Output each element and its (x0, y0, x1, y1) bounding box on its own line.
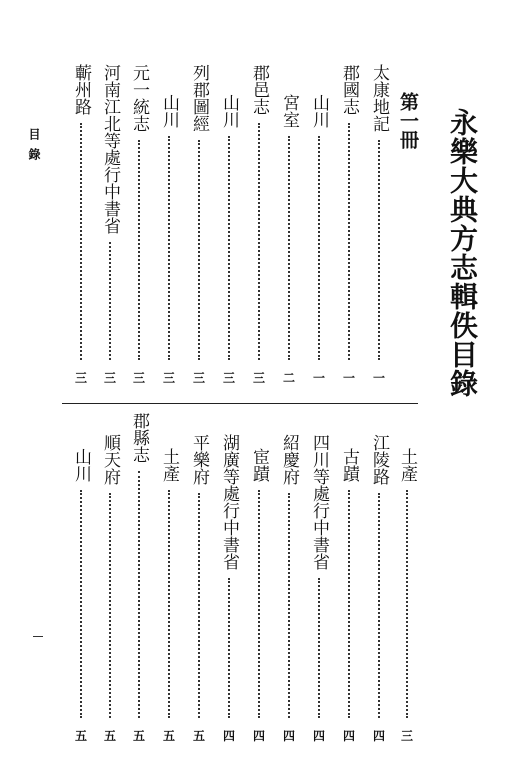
dot-leader (109, 493, 111, 718)
toc-entry: 太康地記 (369, 64, 389, 132)
dot-leader (138, 471, 140, 718)
dot-leader (138, 140, 140, 360)
page-number: 四 (342, 729, 355, 743)
toc-entry: 蘄州路 (71, 64, 91, 115)
volume-heading: 第一冊 (397, 92, 419, 149)
page-number: 三 (400, 729, 413, 743)
page-number: 二 (282, 371, 295, 385)
dot-leader (348, 123, 350, 360)
dot-leader (288, 136, 290, 360)
dot-leader (258, 490, 260, 718)
toc-entry: 元一統志 (129, 64, 149, 132)
dot-leader (258, 123, 260, 360)
dot-leader (318, 136, 320, 360)
page-number: 三 (192, 371, 205, 385)
toc-entry: 郡國志 (339, 64, 359, 115)
dot-leader (80, 123, 82, 360)
toc-entry: 平樂府 (189, 434, 209, 485)
page-number: 五 (74, 729, 87, 743)
toc-entry: 山川 (159, 94, 179, 128)
page-number: 一 (312, 371, 325, 385)
dot-leader (318, 578, 320, 718)
dot-leader (378, 140, 380, 360)
margin-label: 目錄 (27, 128, 41, 168)
page-number: 四 (312, 729, 325, 743)
dot-leader (406, 490, 408, 718)
page-number: 五 (132, 729, 145, 743)
dot-leader (228, 136, 230, 360)
toc-entry: 山川 (309, 94, 329, 128)
page-number: 四 (252, 729, 265, 743)
dot-leader (168, 136, 170, 360)
page-number: 四 (372, 729, 385, 743)
toc-entry: 順天府 (100, 434, 120, 485)
dot-leader (80, 490, 82, 718)
book-title: 永樂大典方志輯佚目錄 (446, 108, 479, 398)
toc-entry: 宦蹟 (249, 448, 269, 482)
dot-leader (198, 493, 200, 718)
toc-entry: 古蹟 (339, 448, 359, 482)
dot-leader (198, 140, 200, 360)
page-number: 一 (342, 371, 355, 385)
toc-entry: 河南江北等處行中書省 (100, 64, 120, 234)
page-number: 三 (162, 371, 175, 385)
section-divider (62, 403, 418, 404)
toc-entry: 郡邑志 (249, 64, 269, 115)
page-number: 五 (162, 729, 175, 743)
dot-leader (378, 493, 380, 718)
toc-entry: 江陵路 (369, 434, 389, 485)
dot-leader (348, 490, 350, 718)
dot-leader (288, 493, 290, 718)
toc-entry: 列郡圖經 (189, 64, 209, 132)
page-number: 一 (372, 371, 385, 385)
page-number: 三 (252, 371, 265, 385)
toc-entry: 郡縣志 (129, 412, 149, 463)
margin-mark (33, 636, 43, 637)
toc-entry: 土產 (397, 448, 417, 482)
dot-leader (168, 490, 170, 718)
dot-leader (228, 578, 230, 718)
page-number: 三 (222, 371, 235, 385)
toc-entry: 山川 (71, 448, 91, 482)
toc-entry: 紹慶府 (279, 434, 299, 485)
page-number: 三 (132, 371, 145, 385)
page-number: 四 (282, 729, 295, 743)
toc-entry: 宮室 (279, 94, 299, 128)
page-number: 三 (103, 371, 116, 385)
toc-entry: 土產 (159, 448, 179, 482)
page-number: 五 (192, 729, 205, 743)
page-number: 三 (74, 371, 87, 385)
toc-entry: 山川 (219, 94, 239, 128)
dot-leader (109, 242, 111, 360)
page-number: 五 (103, 729, 116, 743)
page-number: 四 (222, 729, 235, 743)
toc-entry: 湖廣等處行中書省 (219, 434, 239, 570)
toc-entry: 四川等處行中書省 (309, 434, 329, 570)
